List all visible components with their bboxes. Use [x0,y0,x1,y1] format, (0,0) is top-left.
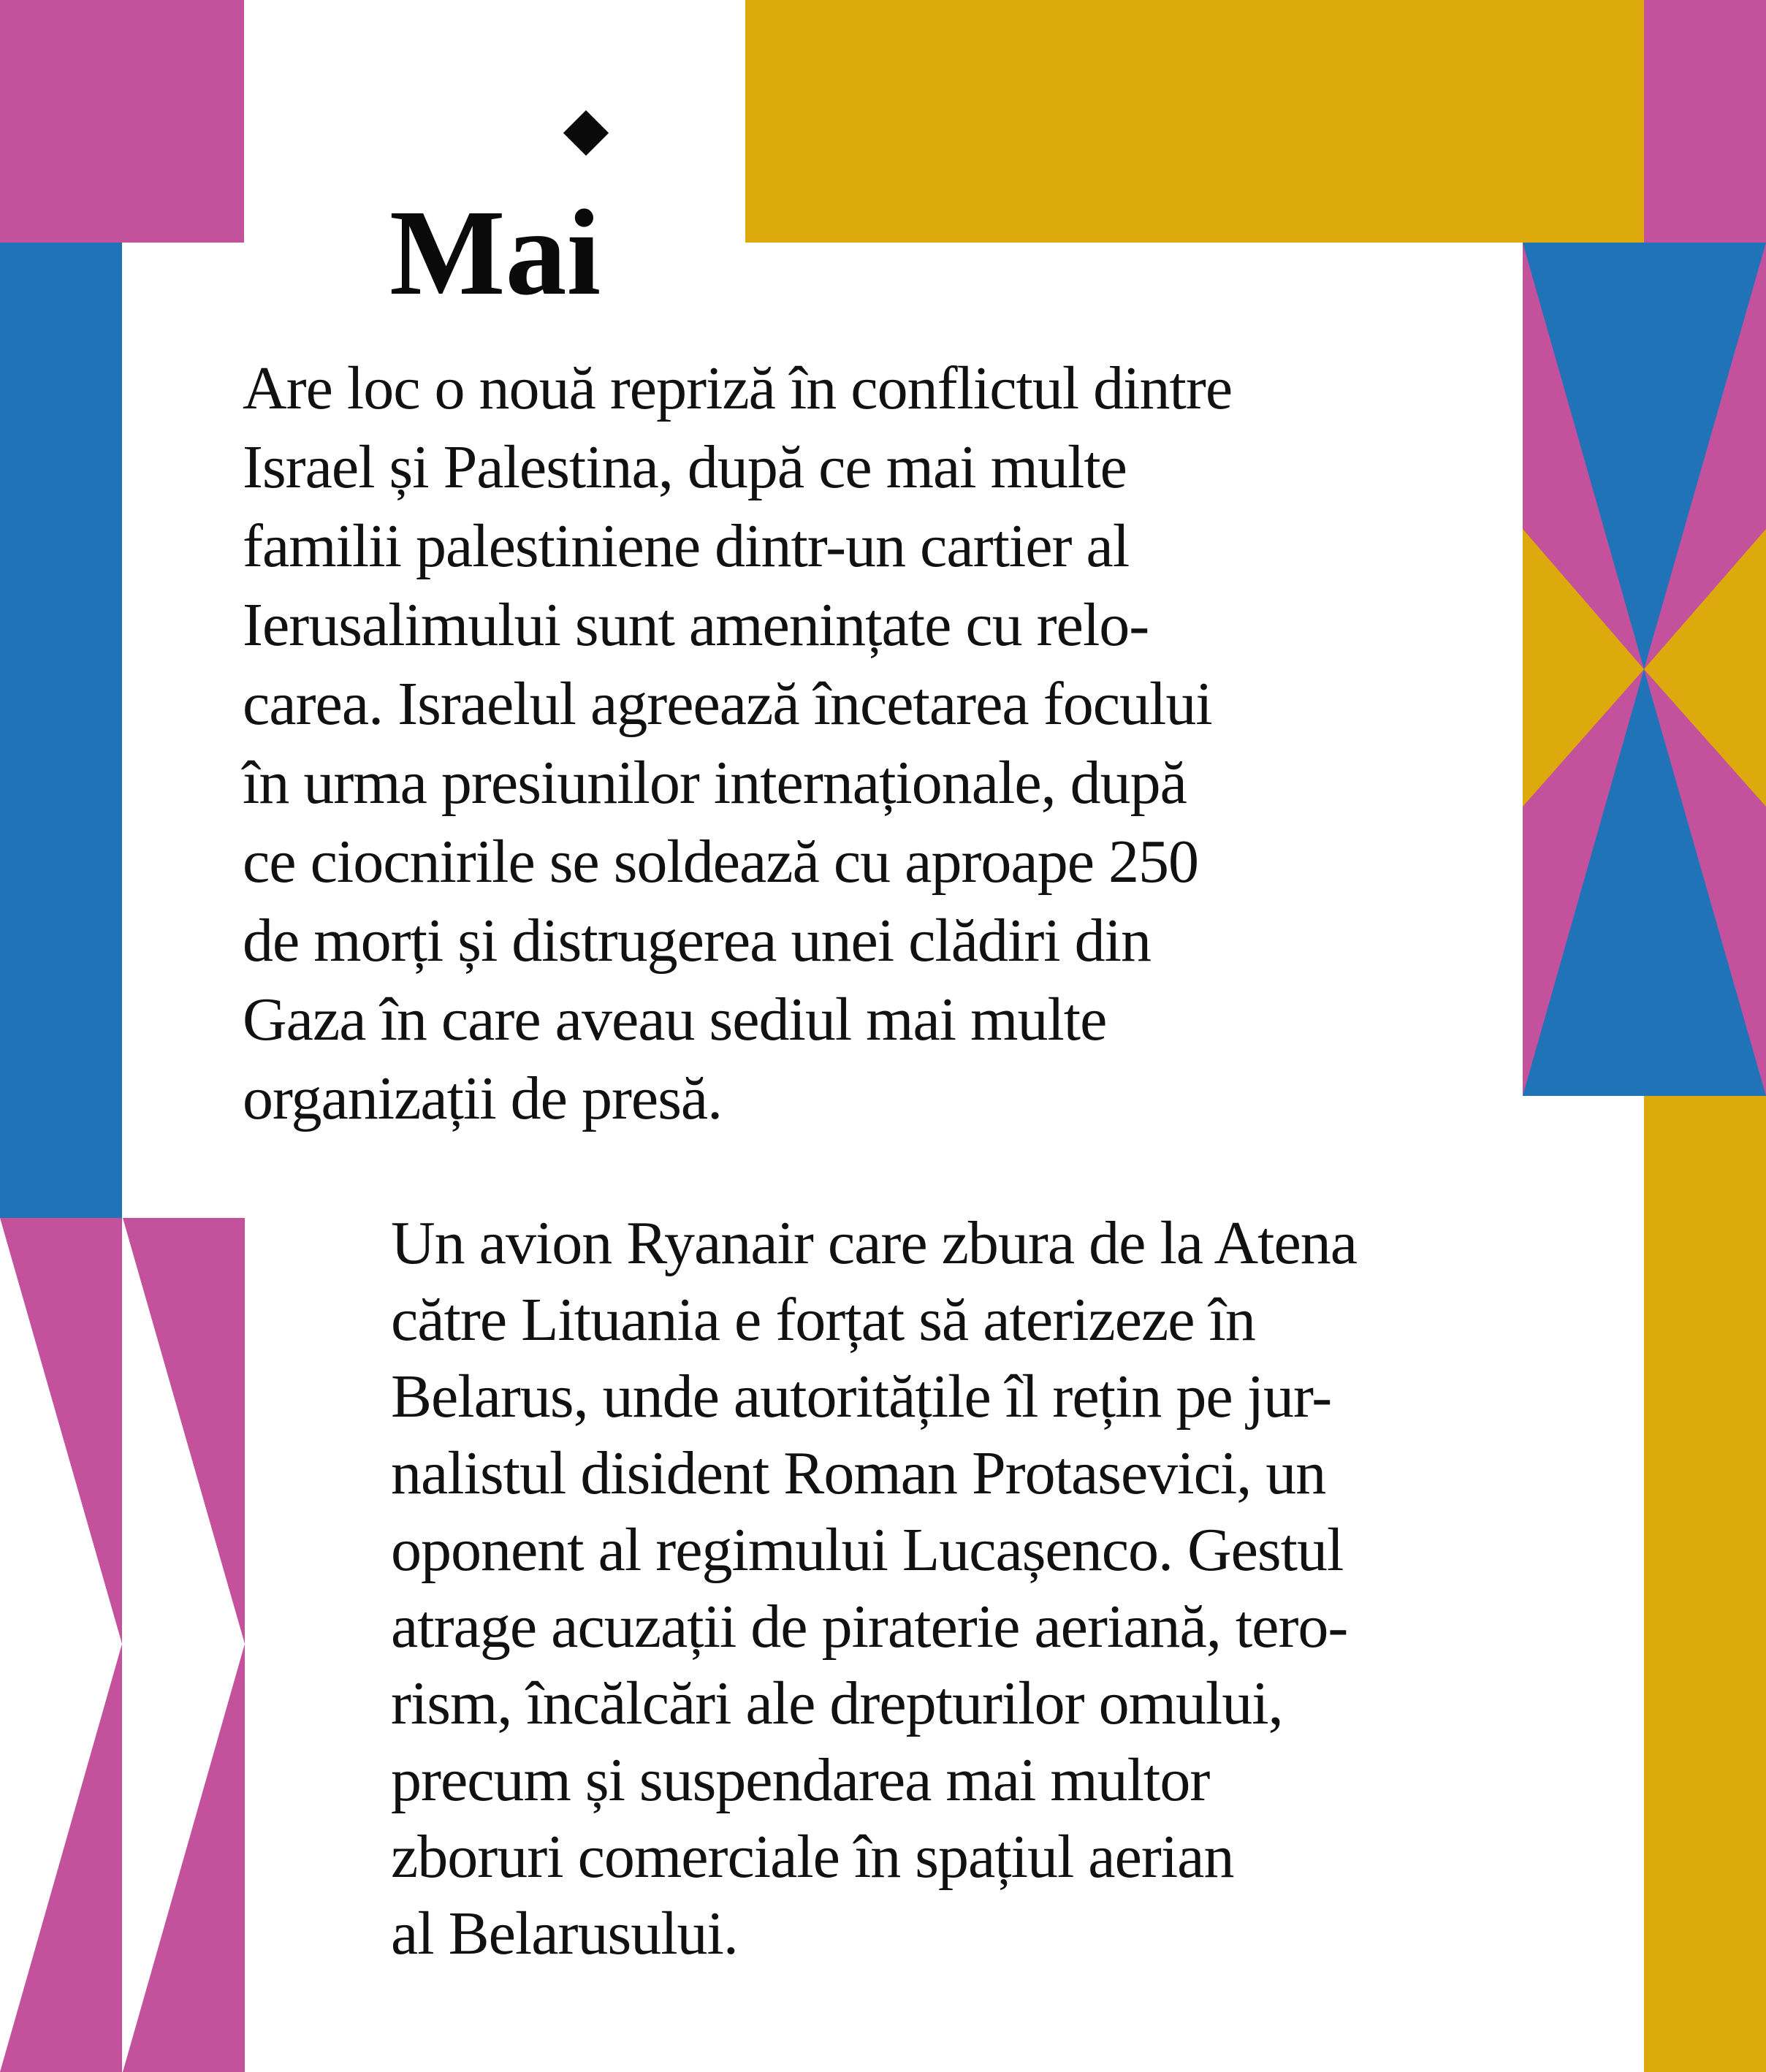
text-line: rism, încălcări ale drepturilor omului, [391,1669,1283,1737]
decor-pinwheel-right [1523,243,1766,1096]
text-line: Are loc o nouă repriză în conflictul dintre [243,354,1233,422]
chevron-top-triangle-2 [123,1218,245,1644]
text-line: Ierusalimului sunt amenințate cu relo- [243,591,1149,659]
text-line: de morți și distrugerea unei clădiri din [243,907,1151,975]
text-line: familii palestiniene dintr-un cartier al [243,512,1130,580]
text-line: organizații de presă. [243,1064,723,1132]
text-line: atrage acuzații de piraterie aeriană, tero- [391,1593,1348,1661]
text-line: precum și suspendarea mai multor [391,1746,1210,1814]
chevron-top-triangle-1 [0,1218,122,1644]
paragraph-ryanair-belarus [391,1205,1357,1972]
chevron-bottom-triangle-2 [123,1644,245,2072]
decor-yellow-band-top [745,0,1644,243]
text-line: oponent al regimului Lucașenco. Gestul [391,1516,1344,1584]
decor-pink-block-top-right [1644,0,1766,243]
page-title: Mai [389,184,601,321]
title-i-diamond-tittle [563,110,609,156]
text-line: zboruri comerciale în spațiul aerian [391,1823,1234,1891]
text-line: Gaza în care aveau sediul mai multe [243,986,1107,1054]
text-line: către Lituania e forțat să aterizeze în [391,1286,1255,1354]
text-line: Belarus, unde autoritățile îl rețin pe jur- [391,1363,1332,1431]
paragraph-israel-palestine [243,349,1232,1138]
decor-blue-column-left [0,243,122,1218]
text-line: Israel și Palestina, după ce mai multe [243,433,1127,501]
text-line: în urma presiunilor internaționale, după [243,749,1187,817]
decor-pink-block-top-left [0,0,244,243]
text-line: Un avion Ryanair care zbura de la Atena [391,1209,1358,1277]
decor-yellow-column-bottom-right [1644,1096,1766,2072]
decor-chevron-columns-bottom-left [0,1218,245,2072]
text-line: al Belarusului. [391,1900,738,1968]
text-line: carea. Israelul agreează încetarea focului [243,670,1212,738]
chevron-bottom-triangle-1 [0,1644,122,2072]
text-line: ce ciocnirile se soldează cu aproape 250 [243,828,1198,896]
text-line: nalistul disident Roman Protasevici, un [391,1439,1326,1507]
